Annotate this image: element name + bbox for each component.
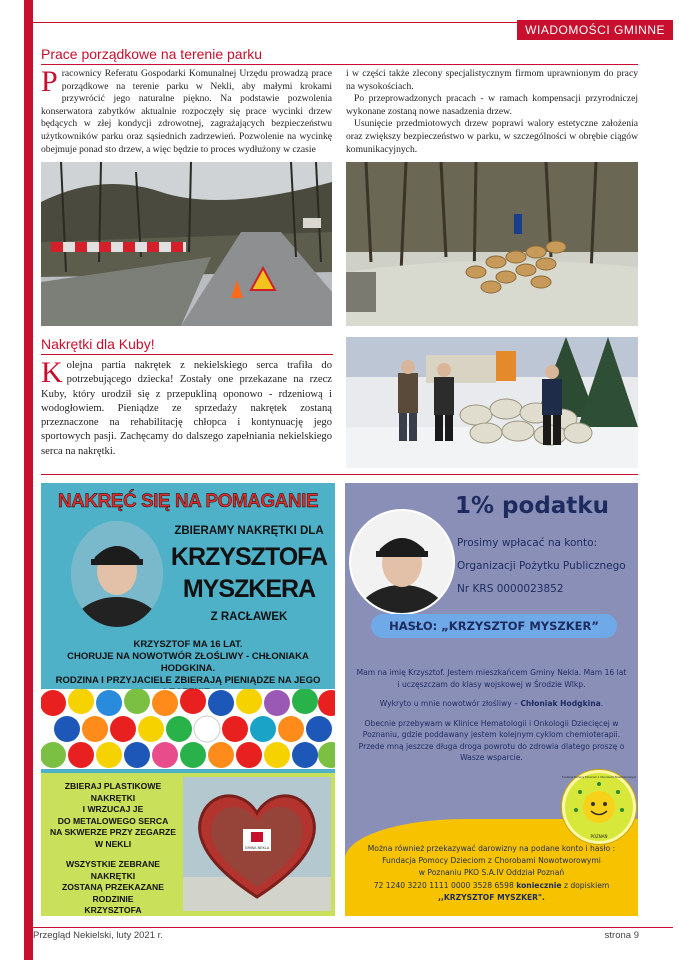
article2-body: olejna partia nakrętek z nekielskiego serca trafiła do potrzebującego dziecka! Zostały one przekazane na rzecz Kuby, który urodził się z przepukliną oponowo - rdzeniową i wodogłowiem. Pieniądze ze sprzedaży nakrętek zostaną przeznaczone na rehabilitację chłopca i kontynuację jego sportowych pasji. Zachęcamy do dalszego zapełniania nekielskiego serca na nakrętki. [41,360,332,457]
footer-page-number: strona 9 [604,930,639,941]
tax-line2: Organizacji Pożytku Publicznego [457,560,626,572]
article1-col2-p1: i w części także zlecony specjalistycznym firmom uprawnionym do pracy na wysokościach. [346,68,638,92]
photo-cut-logs [346,162,638,326]
drop-cap: K [41,356,63,389]
logo-text: Fundacja Pomocy Dzieciom z Chorobami Nowotworowymi [562,776,636,779]
poster-left-subtitle: ZBIERAMY NAKRĘTKI DLA [174,525,324,537]
poster-one-percent-tax [345,483,638,916]
article1-rule [41,64,638,65]
footer-publication: Przegląd Nekielski, luty 2021 r. [33,930,163,941]
article1-col1-text: racownicy Referatu Gospodarki Komunalnej Urzędu prowadzą prace porządkowe na terenie parku w Nekli, aby małymi krokami przywrócić jego naturalne piękno. Na podstawie pozwolenia konserwatora zabytków aktualnie rozpoczęły się prace wycinki drzew będących w złej kondycji zdrowotnej, zagrażających bezpieczeństwu użytkowników parku oraz sąsiednich zadrzewień. Pozwolenie na wycinkę obejmuje ponad sto drzew, a więc będzie to proces wydłużony w czasie [41,68,332,155]
tax-p2-end: . [600,699,604,708]
foundation-line5: ,,KRZYSZTOF MYSZKER". [438,892,545,902]
tax-p2-diagnosis: Chłoniak Hodgkina [520,699,601,708]
heart-label: GMINA NEKLA [244,846,270,850]
collect-line3: DO METALOWEGO SERCA [57,815,169,826]
logo-city: POZNAŃ [590,834,608,839]
foundation-line4-end: z dopiskiem [561,880,610,890]
poster-left-info2: CHORUJE NA NOWOTWÓR ZŁOŚLIWY - CHŁONIAKA HODGKINA. [67,651,309,674]
tax-title: 1% podatku [455,493,609,519]
section-tag: WIADOMOŚCI GMINNE [517,20,673,40]
photo-bottle-caps-bags [346,337,638,468]
poster-left-name1: KRZYSZTOFA [170,543,328,571]
bottle-caps-image [41,689,335,769]
poster-left-place: Z RACŁAWEK [210,611,288,623]
tax-description [355,667,628,764]
collect-line6: WSZYSTKIE ZEBRANE NAKRĘTKI [65,859,161,881]
poster-left-name2: MYSZKERA [182,575,316,603]
foundation-details [345,843,638,904]
tax-line1: Prosimy wpłacać na konto: [457,537,598,549]
poster-left-title: NAKRĘĆ SIĘ NA POMAGANIE [57,491,319,512]
tax-p2 [355,698,628,710]
collect-line2: I WRZUCAJ JE [82,804,144,814]
article1-col2-p2: Po przeprowadzonych pracach - w ramach kompensacji przyrodniczej wykonane zostaną nowe nasadzenia drzew. [346,93,638,117]
foundation-line1: Można również przekazywać darowizny na podane konto i hasło : [367,844,616,853]
collect-line5: W NEKLI [94,838,132,849]
tax-p2-text: Wykryto u mnie nowotwór złośliwy – [379,699,521,708]
collect-line4: NA SKWERZE PRZY ZEGARZE [49,827,177,837]
footer-rule [33,927,673,928]
foundation-line2: Fundacja Pomocy Dzieciom z Chorobami Nowotworowymi [382,856,601,866]
drop-cap: P [41,65,58,98]
article1-col2-p3: Usunięcie przedmiotowych drzew poprawi walory estetyczne założenia oraz zwiększy bezpieczeństwo w parku, w szczególności w obrębie ciągów komunikacyjnych. [346,118,638,155]
poster-left-info1: KRZYSZTOF MA 16 LAT. [133,639,243,650]
collect-line1: ZBIERAJ PLASTIKOWE NAKRĘTKI [64,781,162,803]
poster-left-collect [47,781,179,916]
portrait-photo [349,509,455,615]
article1-title: Prace porządkowe na terenie parku [41,46,263,62]
metal-heart-photo [183,777,331,911]
posters-rule [41,474,638,475]
foundation-emphasis: koniecznie [516,880,562,890]
article1-col2 [346,68,638,156]
tax-p1: Mam na imię Krzysztof. Jestem mieszkańcem Gminy Nekla. Mam 16 lat i uczęszczam do klasy wojskowej w Środzie Wlkp. [356,668,627,689]
poster-collect-caps [41,483,335,916]
poster-left-info3: RODZINA I PRZYJACIELE ZBIERAJĄ PIENIĄDZE NA JEGO [55,675,321,686]
article2-text [41,356,332,459]
tax-p3: Obecnie przebywam w Klinice Hematologii i Onkologii Dziecięcej w Poznaniu, gdzie poddawany jestem kolejnym cyklom chemioterapii. Przede mną jeszcze długa droga powrotu do zdrowia dlatego proszę o Wasze wsparcie. [358,718,625,762]
collect-line8: KRZYSZTOFA [84,905,142,915]
article1-col1 [41,65,332,156]
photo-park-road [41,162,332,326]
article2-rule [41,354,333,355]
collect-line7: ZOSTANĄ PRZEKAZANE RODZINIE [61,882,164,904]
haslo-badge: HASŁO: „KRZYSZTOF MYSZKER” [371,614,617,638]
foundation-line3: w Poznaniu PKO S.A.IV Oddział Poznań [418,868,565,878]
left-red-bar [24,0,33,960]
article2-title: Nakrętki dla Kuby! [41,336,155,352]
portrait-photo [71,521,163,627]
tax-krs: Nr KRS 0000023852 [457,583,564,595]
foundation-logo [561,769,637,845]
foundation-line4 [345,880,638,892]
bank-account: 72 1240 3220 1111 0000 3528 6598 [373,880,517,890]
